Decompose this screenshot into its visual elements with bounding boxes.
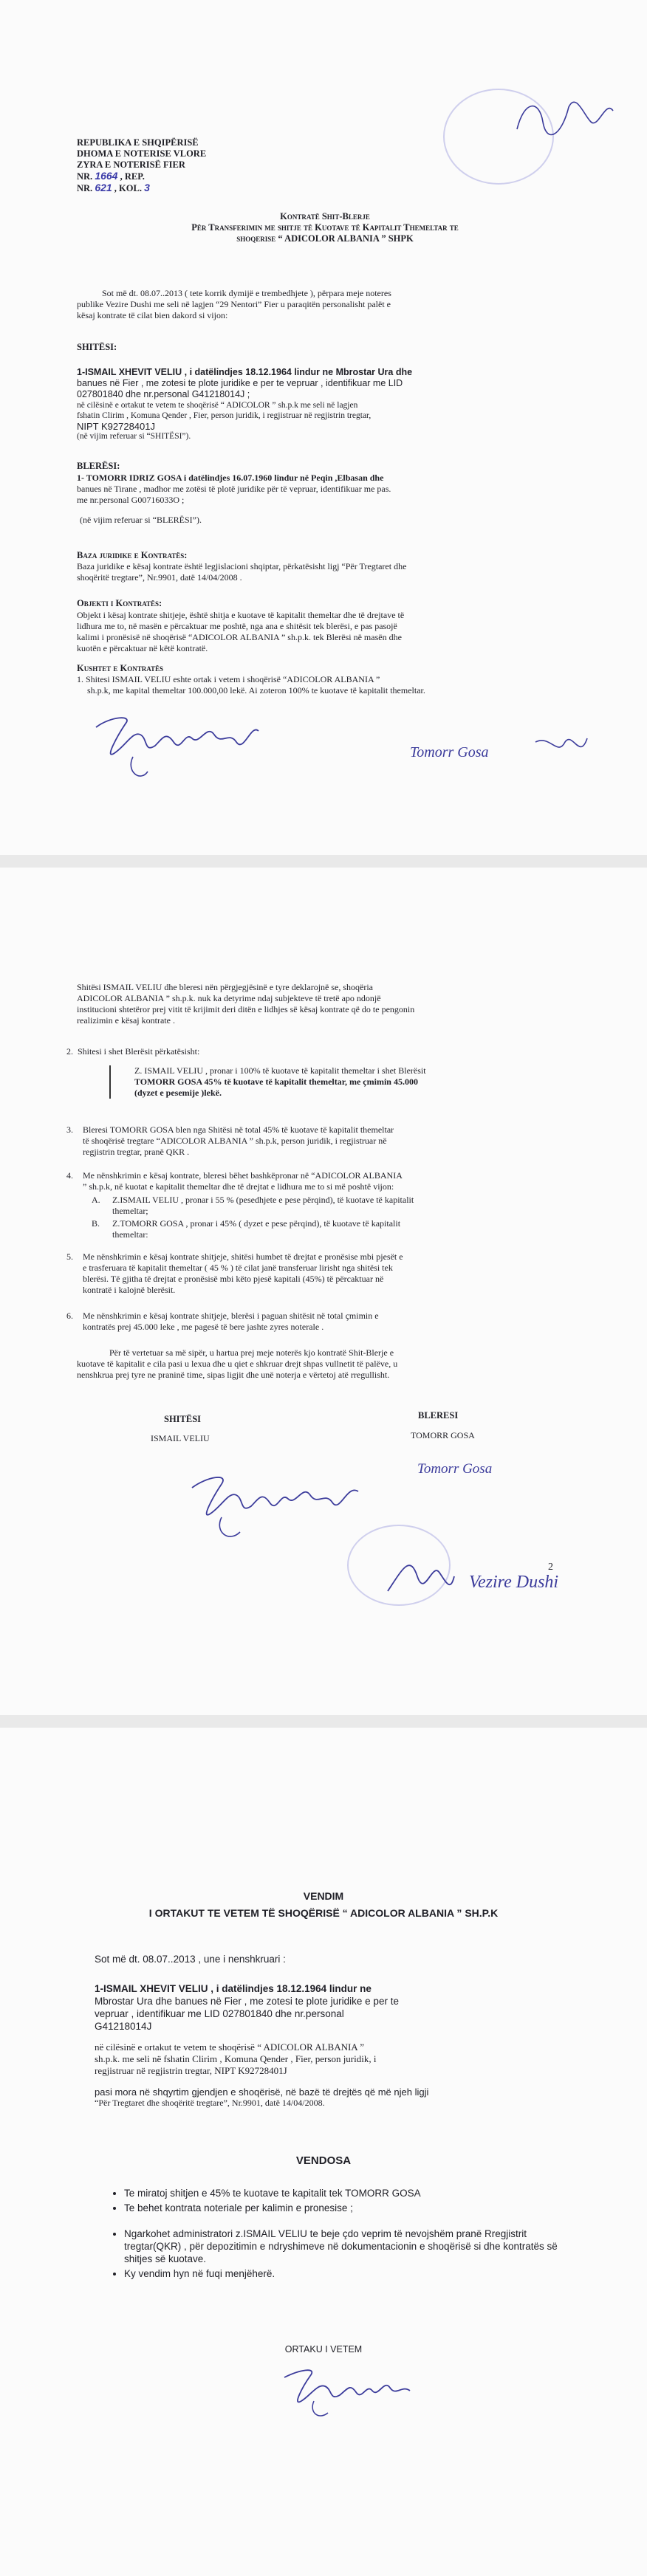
buyer-block: 1- TOMORR IDRIZ GOSA i datëlindjes 16.07.1960 lindur në Peqin ,Elbasan dhe banues në Tirane , madhor me zotësi të plotë juridike për të vepruar, identifikuar me pas. me nr.personal G00716033O ; (në vijim referuar si “BLERËSI”). (77, 473, 391, 525)
rep-number: 1664 (95, 170, 118, 182)
legal-basis-text: Baza juridike e kësaj kontrate është legjislacioni shqiptar, përkatësisht ligj “Për Tregtaret dhe shoqëritë tregtare”, Nr.9901, datë 14/04/2008 . (77, 561, 407, 583)
seller-signature (81, 701, 273, 790)
closing-paragraph: Për të vertetuar sa më sipër, u hartua prej meje noterës kjo kontratë Shit-Blerje e kuotave të kapitalit e cila pasi u lexua dhe u qiet e shkruar drejt shpas vullnetit të palëve, u nenshkrua prej tyre ne praninë time, sipas ligjit dhe unë noterja e vërtetoj atë rregullisht. (77, 1347, 398, 1380)
buyer-label: BLERESI (418, 1410, 459, 1421)
term-4-a: A. Z.ISMAIL VELIU , pronar i 55 % (pesedhjete e pese përqind), të kuotave të kapitalit themeltar; (92, 1195, 414, 1216)
decision-item: • Te miratoj shitjen e 45% te kuotave te kapitalit tek TOMORR GOSA (124, 2187, 567, 2199)
seller-signature-page2 (177, 1458, 377, 1547)
decision-title: VENDIM (303, 1890, 344, 1902)
header-office: ZYRA E NOTERISË FIER (77, 159, 185, 170)
contract-page-2 (0, 868, 647, 1715)
seller-company: në cilësinë e ortakut te vetem te shoqërisë “ ADICOLOR ” sh.p.k me seli në lagjen fshatin Clirim , Komuna Qender , Fier, person juridik, i regjistruar në regjistrin tregtar, NIPT K92728401J (në vijim referuar si “SHITËSI”). (77, 401, 372, 441)
decision-intro: Sot më dt. 08.07..2013 , une i nenshkruari : (95, 1954, 286, 1965)
terms-heading: Kushtet e Kontratës (77, 663, 164, 673)
buyer-heading: BLERËSI: (77, 461, 120, 471)
header-kol-line: NR. 621 , KOL. 3 (77, 182, 150, 193)
header-rep-line: NR. 1664 , REP. (77, 170, 145, 182)
seller-heading: SHITËSI: (77, 342, 117, 352)
contract-page-1 (0, 0, 647, 855)
kol-number: 621 (95, 182, 112, 193)
object-heading: Objekti i Kontratës: (77, 598, 162, 608)
term-6: 6. Me nënshkrimin e kësaj kontrate shitjeje, blerësi i paguan shitësit në total çmimin e kontratës prej 45.000 leke , me pagesë të bere jashte zyres noterale . (66, 1311, 379, 1332)
decision-signature (273, 2355, 421, 2422)
decision-company: në cilësinë e ortakut te vetem te shoqërisë “ ADICOLOR ALBANIA ” sh.p.k. me seli në fshatin Clirim , Komuna Qender , Fier, person juridik, i regjistruar në regjistrin tregtar, NIPT K92728401J (95, 2041, 377, 2076)
decision-item: • Te behet kontrata noteriale per kalimin e pronesise ; (124, 2202, 567, 2214)
buyer-signature-text-2: Tomorr Gosa (417, 1461, 493, 1477)
contract-title: Kontratë Shit-Blerje Për Transferimin me shitje të Kuotave të Kapitalit Themeltar te shoqerise “ ADICOLOR ALBANIA ” SHPK (191, 211, 459, 244)
notary-signature-scribble (510, 92, 620, 144)
decision-subtitle: I ORTAKUT TE VETEM TË SHOQËRISË “ ADICOLOR ALBANIA ” SH.P.K (148, 1907, 499, 1919)
seller-name: ISMAIL VELIU (151, 1433, 210, 1443)
buyer-signature (403, 727, 595, 779)
buyer-name: TOMORR GOSA (411, 1430, 475, 1440)
decision-law: pasi mora në shqyrtim gjendjen e shoqërisë, në bazë të drejtës që më njeh ligji “Për Tregtaret dhe shoqëritë tregtare”, Nr.9901, datë 14/04/2008. (95, 2086, 429, 2108)
term-1: 1. Shitesi ISMAIL VELIU eshte ortak i vetem i shoqërisë “ADICOLOR ALBANIA ” sh.p.k, me kapital themeltar 100.000,00 lekë. Ai zoteron 100% te kuotave të kapitalit themeltar. (77, 674, 425, 695)
term-2: 2. Shitesi i shet Blerësit përkatësisht: (66, 1046, 200, 1057)
buyer-signature-page2 (414, 1451, 561, 1495)
term-4: 4. Me nënshkrimin e kësaj kontrate, bleresi bëhet bashkëpronar në “ADICOLOR ALBANIA ” sh.p.k, në kuotat e kapitalit themeltar dhe të drejtat e lidhura me to si më poshtë vijon: (66, 1170, 403, 1192)
notary-signature-text: Vezire Dushi (469, 1573, 559, 1592)
term-3: 3. Bleresi TOMORR GOSA blen nga Shitësi në total 45% të kuotave të kapitalit themeltar të shoqërisë tregtare “ADICOLOR ALBANIA ” sh.p.k, person juridik, i regjistruar në regjistrin tregtar, pranë QKR . (66, 1124, 394, 1157)
intro-paragraph: Sot më dt. 08.07..2013 ( tete korrik dymijë e trembedhjete ), përpara meje noteres publike Vezire Dushi me seli në lagjen “29 Nentori” Fier u paraqitën personalisht palët e kësaj kontrate të cilat bien dakord si vijon: (77, 288, 391, 320)
kol-value: 3 (144, 182, 150, 193)
term-4-b: B. Z.TOMORR GOSA , pronar i 45% ( dyzet e pese përqind), të kuotave të kapitalit themeltar: (92, 1218, 401, 1240)
decision-item: • Ky vendim hyn në fuqi menjëherë. (124, 2267, 567, 2280)
sale-box: Z. ISMAIL VELIU , pronar i 100% të kuotave të kapitalit themeltar i shet Blerësit TOMORR GOSA 45% të kuotave të kapitalit themeltar, me çmimin 45.000 (dyzet e pesemije )lekë. (109, 1065, 552, 1099)
page-number: 2 (548, 1562, 553, 1573)
vendosa-heading: VENDOSA (295, 2154, 352, 2167)
legal-basis-heading: Baza juridike e Kontratës: (77, 550, 188, 560)
buyer-signature-text: Tomorr Gosa (410, 744, 489, 760)
decision-list (124, 2187, 567, 2282)
decision-person: 1-ISMAIL XHEVIT VELIU , i datëlindjes 18.12.1964 lindur ne Mbrostar Ura dhe banues në Fier , me zotesi te plote juridike e per te vepruar , identifikuar me LID 027801840 dhe nr.personal G41218014J (95, 1983, 399, 2032)
notary-signature (380, 1547, 565, 1621)
seller-block: 1-ISMAIL XHEVIT VELIU , i datëlindjes 18.12.1964 lindur ne Mbrostar Ura dhe banues në Fier , me zotesi te plote juridike e per te vepruar , identifikuar me LID 027801840 dhe nr.personal G41218014J ; (77, 367, 413, 399)
notary-header (77, 137, 298, 194)
header-chamber: DHOMA E NOTERISE VLORE (77, 148, 207, 159)
header-republic: REPUBLIKA E SHQIPËRISË (77, 137, 199, 148)
signatory-label: ORTAKU I VETEM (284, 2344, 363, 2355)
declaration-paragraph: Shitësi ISMAIL VELIU dhe bleresi nën përgjegjësinë e tyre deklarojnë se, shoqëria ADICOLOR ALBANIA ” sh.p.k. nuk ka detyrime ndaj subjekteve të tretë apo ndonjë institucioni shtetëror prej vitit të krijimit deri ditën e lidhjes së kësaj kontrate që do te pengonin realizimin e kësaj kontrate . (77, 982, 415, 1026)
decision-page (0, 1728, 647, 2576)
decision-item: • Ngarkohet administratori z.ISMAIL VELIU te beje çdo veprim të nevojshëm pranë Rregjistrit tregtar(QKR) , për depozitimin e ndryshimeve në dokumentacionin e shoqërisë si dhe kontratës së shitjes së kuotave. (124, 2228, 567, 2265)
term-5: 5. Me nënshkrimin e kësaj kontrate shitjeje, shitësi humbet të drejtat e pronësise mbi pjesët e e trasferuara të kapitalit themeltar ( 45 % ) të cilat janë transferuar lirisht nga shitësi tek blerësi. Të gjitha të drejtat e pronësisë mbi këto pjesë kapitali (45%) të përcaktuar në kontratë i kalojnë blerësit. (66, 1251, 403, 1295)
seller-label: SHITËSI (164, 1414, 202, 1424)
object-text: Objekt i kësaj kontrate shitjeje, është shitja e kuotave të kapitalit themeltar dhe të drejtave të lidhura me to, në masën e përcaktuar me poshtë, nga ana e shitësit tek blerësi, e pas pasojë kalimi i pronësisë në shoqërisë “ADICOLOR ALBANIA ” sh.p.k. tek Blerësi në masën dhe kuotën e përcaktuar në këtë kontratë. (77, 610, 405, 653)
